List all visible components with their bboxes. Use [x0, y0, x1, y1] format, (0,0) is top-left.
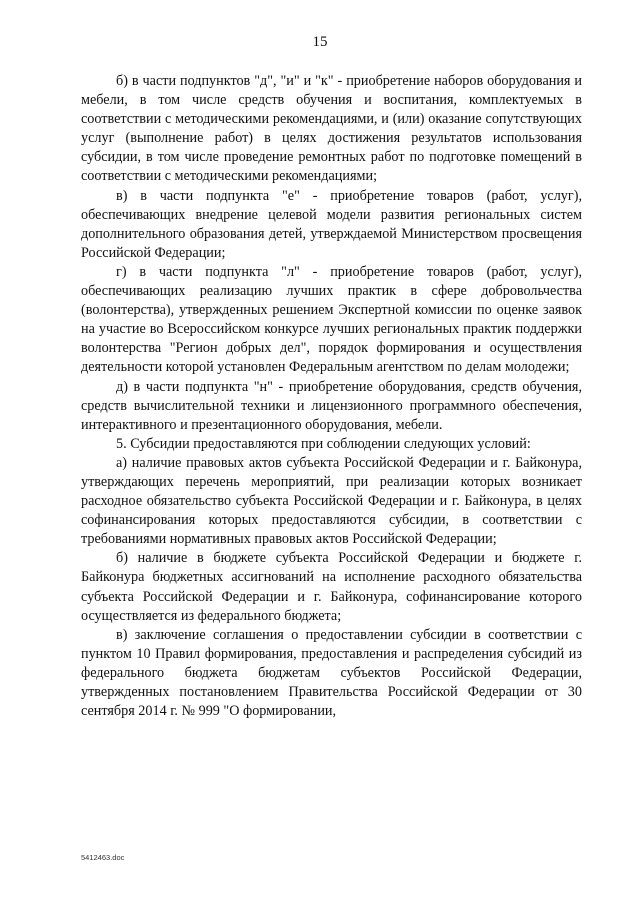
page-number: 15 — [312, 34, 328, 50]
paragraph-d-computing: д) в части подпункта "н" - приобретение оборудования, средств обучения, средств вычислительной техники и лицензионного программного обеспечения, интерактивного и презентационного оборудования, мебели. — [81, 378, 582, 433]
paragraph-v-agreement: в) заключение соглашения о предоставлении субсидии в соответствии с пунктом 10 Правил формирования, предоставления и распределения субсидий из федерального бюджета бюджетам субъектов Российской Федерации, утвержденных постановлением Правительства Российской Федерации от 30 сентября 2014 г. № 999 "О формировании, — [81, 626, 582, 720]
paragraph-5-conditions: 5. Субсидии предоставляются при соблюдении следующих условий: — [116, 435, 531, 452]
footer-filename: 5412463.doc — [81, 853, 125, 862]
document-body — [81, 72, 582, 721]
paragraph-v-target-model: в) в части подпункта "е" - приобретение товаров (работ, услуг), обеспечивающих внедрение целевой модели развития региональных систем дополнительного образования детей, утверждаемой Министерством просвещения Российской Федерации; — [81, 187, 582, 261]
paragraph-b-budget: б) наличие в бюджете субъекта Российской Федерации и бюджете г. Байконура бюджетных ассигнований на исполнение расходного обязательства субъекта Российской Федерации и г. Байконура, софинансирование которого осуществляется из федерального бюджета; — [81, 550, 582, 624]
paragraph-g-volunteering: г) в части подпункта "л" - приобретение товаров (работ, услуг), обеспечивающих реализацию лучших практик в сфере добровольчества (волонтерства), утвержденных решением Экспертной комиссии по оценке заявок на участие во Всероссийском конкурсе лучших региональных практик поддержки волонтерства "Регион добрых дел", порядок формирования и осуществления деятельности которой установлен Федеральным агентством по делам молодежи; — [81, 263, 582, 376]
paragraph-b-equipment: б) в части подпунктов "д", "и" и "к" - приобретение наборов оборудования и мебели, в том числе средств обучения и воспитания, комплектуемых в соответствии с методическими рекомендациями, и (или) оказание сопутствующих услуг (выполнение работ) в целях достижения результатов использования субсидии, в том числе проведение ремонтных работ по подготовке помещений в соответствии с методическими рекомендациями; — [81, 73, 582, 185]
paragraph-a-legal-acts: а) наличие правовых актов субъекта Российской Федерации и г. Байконура, утверждающих перечень мероприятий, при реализации которых возникает расходное обязательство субъекта Российской Федерации и г. Байконура, в целях софинансирования которых предоставляются субсидии, в соответствии с требованиями нормативных правовых актов Российской Федерации; — [81, 454, 582, 548]
